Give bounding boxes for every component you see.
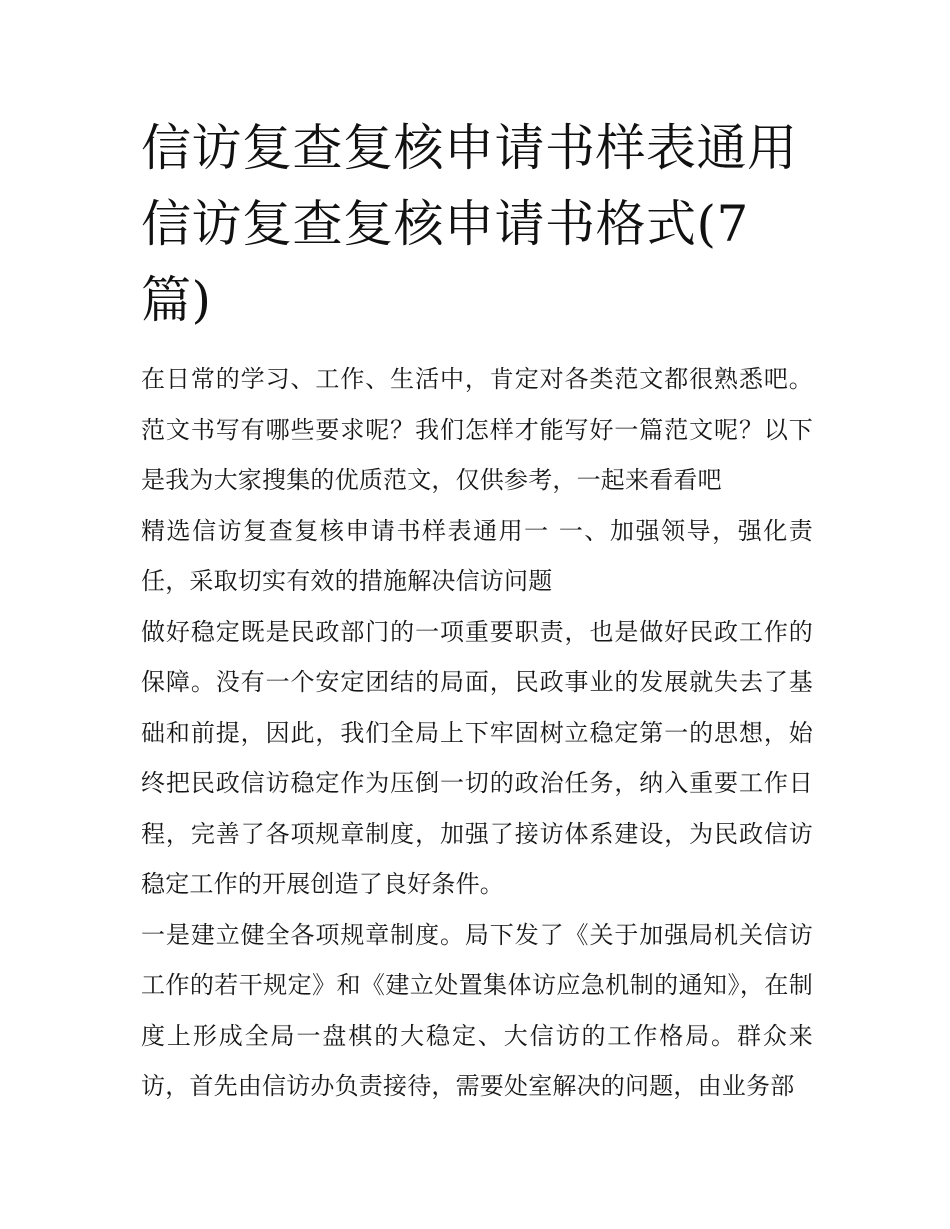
paragraph-section-heading: 精选信访复查复核申请书样表通用一 一、加强领导，强化责任，采取切实有效的措施解决信访问题 <box>141 516 813 595</box>
paragraph-regulations: 一是建立健全各项规章制度。局下发了《关于加强局机关信访工作的若干规定》和《建立处置集体访应急机制的通知》，在制度上形成全局一盘棋的大稳定、大信访的工作格局。群众来访，首先由信访办负责接待，需要处室解决的问题，由业务部 <box>141 920 813 1100</box>
document-page <box>141 110 813 1112</box>
document-body <box>141 354 813 1112</box>
document-title: 信访复查复核申请书样表通用信访复查复核申请书格式(7篇) <box>141 119 798 329</box>
paragraph-stability: 做好稳定既是民政部门的一项重要职责，也是做好民政工作的保障。没有一个安定团结的局面，民政事业的发展就失去了基础和前提，因此，我们全局上下牢固树立稳定第一的思想，始终把民政信访稳定作为压倒一切的政治任务，纳入重要工作日程，完善了各项规章制度，加强了接访体系建设，为民政信访稳定工作的开展创造了良好条件。 <box>141 617 813 898</box>
paragraph-intro: 在日常的学习、工作、生活中，肯定对各类范文都很熟悉吧。范文书写有哪些要求呢？我们怎样才能写好一篇范文呢？以下是我为大家搜集的优质范文，仅供参考，一起来看看吧 <box>141 365 813 494</box>
